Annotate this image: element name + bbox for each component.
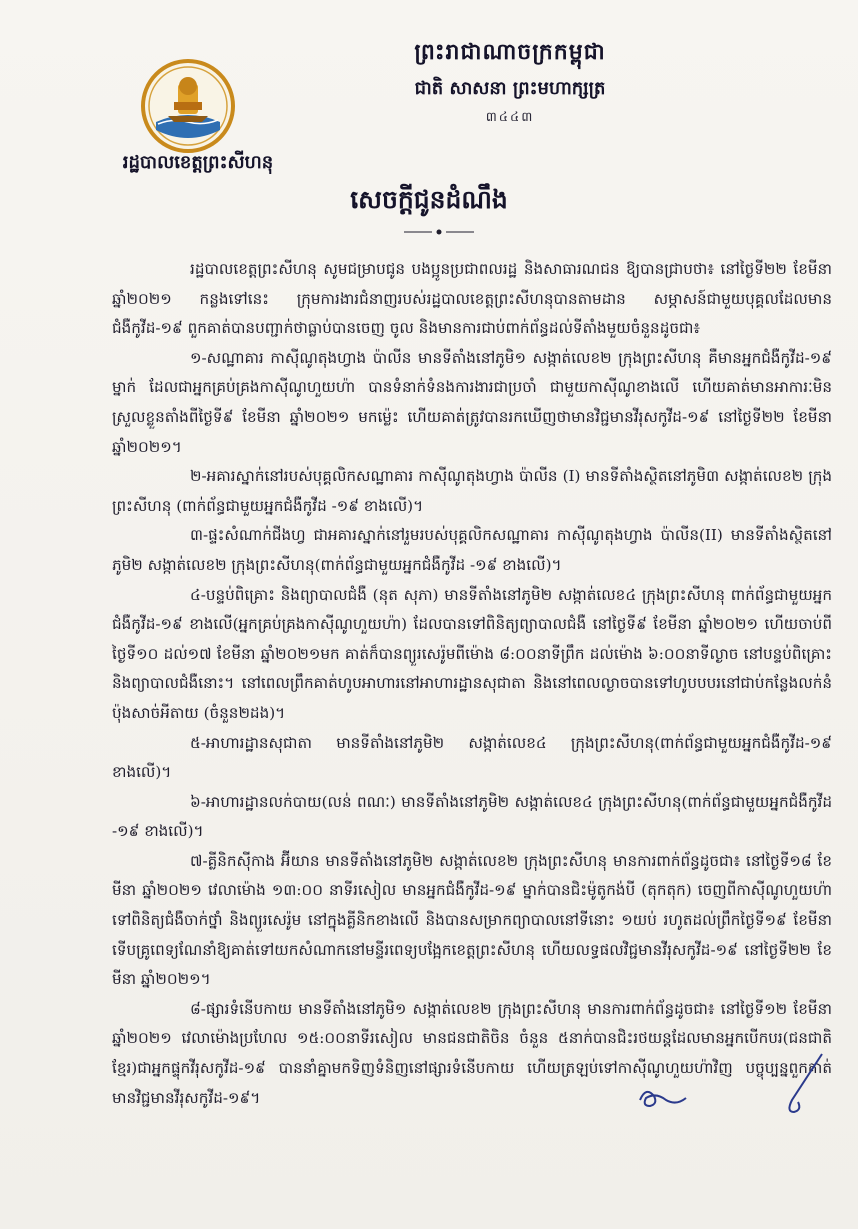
document-title: សេចក្តីជូនដំណឹង — [350, 185, 508, 214]
list-item: ៤-បន្ទប់ពិគ្រោះ និងព្យាបាលជំងឺ (នុត សុភា) មានទីតាំងនៅភូមិ២ សង្កាត់លេខ៤ ក្រុងព្រះសីហនុ ពាក់ព័ន្ធជាមួយអ្នកជំងឺកូវីដ-១៩ ខាងលើ(អ្នកគ្រប់គ្រងកាស៊ីណូហួយហ៉ា) ដែលបានទៅពិនិត្យព្យាបាលជំងឺ នៅថ្ងៃទី៩ ខែមីនា ឆ្នាំ២០២១ ហើយចាប់ពីថ្ងៃទី១០ ដល់១៧ ខែមីនា ឆ្នាំ២០២១មក គាត់ក៏បានព្យួរសេរ៉ូមពីម៉ោង ៨:០០នាទីព្រឹក ដល់ម៉ោង ៦:០០នាទីល្ងាច នៅបន្ទប់ពិគ្រោះ និងព្យាបាលជំងឺនោះ។ នៅពេលព្រឹកគាត់ហូបអាហារនៅអាហារដ្ឋានសុជាតា និងនៅពេលល្ងាចបានទៅហូបបបរនៅជាប់កន្លែងលក់នំប៉ុងសាច់អីតាយ (ចំនួន២ដង)។ — [112, 585, 832, 722]
provincial-seal-logo — [138, 56, 238, 156]
list-item: ៦-អាហារដ្ឋានលក់បាយ(លន់ ពណៈ) មានទីតាំងនៅភូមិ២ សង្កាត់លេខ៤ ក្រុងព្រះសីហនុ(ពាក់ព័ន្ធជាមួយអ្នកជំងឺកូវីដ -១៩ ខាងលើ)។ — [112, 792, 832, 841]
list-item: ៨-ផ្សារទំនើបកាយ មានទីតាំងនៅភូមិ១ សង្កាត់លេខ២ ក្រុងព្រះសីហនុ មានការពាក់ព័ន្ធដូចជា៖ នៅថ្ងៃទី១២ ខែមីនា ឆ្នាំ២០២១ វេលាម៉ោងប្រហែល ១៥:០០នាទីរសៀល មានជនជាតិចិន ចំនួន ៥នាក់បានជិះរថយន្តដែលមានអ្នកបើកបរ(ជនជាតិខ្មែរ)ជាអ្នកផ្ទុកវីរុសកូវីដ-១៩ បាននាំគ្នាមកទិញទំនិញនៅផ្សារទំនើបកាយ ហើយត្រឡប់ទៅកាស៊ីណូហួយហ៉ាវិញ បច្ចុប្បន្នពួកគាត់មានវិជ្ជមានវីរុសកូវីដ-១៩។ — [112, 999, 832, 1107]
list-item: ១-សណ្ឋាគារ កាស៊ីណូតុងហ្វាង ប៉ាលីន មានទីតាំងនៅភូមិ១ សង្កាត់លេខ២ ក្រុងព្រះសីហនុ គឺមានអ្នកជំងឺកូវីដ-១៩ ម្នាក់ ដែលជាអ្នកគ្រប់គ្រងកាស៊ីណូហួយហ៉ា បានទំនាក់ទំនងការងារជាប្រចាំ ជាមួយកាស៊ីណូខាងលើ ហើយគាត់មានអាការៈមិនស្រួលខ្លួនតាំងពីថ្ងៃទី៩ ខែមីនា ឆ្នាំ២០២១ មកម្ល៉េះ ហើយគាត់ត្រូវបានរកឃើញថាមានវិជ្ជមានវីរុសកូវីដ-១៩ នៅថ្ងៃទី២២ ខែមីនា ឆ្នាំ២០២១។ — [112, 348, 832, 456]
handwritten-initial — [632, 1082, 692, 1112]
header-ornament: ៣៤៤៣ — [485, 110, 535, 125]
kingdom-heading: ព្រះរាជាណាចក្រកម្ពុជា — [414, 40, 606, 65]
list-item: ៥-អាហារដ្ឋានសុជាតា មានទីតាំងនៅភូមិ២ សង្កាត់លេខ៤ ក្រុងព្រះសីហនុ(ពាក់ព័ន្ធជាមួយអ្នកជំងឺកូវីដ-១៩ ខាងលើ)។ — [112, 733, 832, 782]
title-divider — [404, 228, 474, 236]
handwritten-mark — [772, 1050, 832, 1120]
list-item: ៣-ផ្ទះសំណាក់ជីងហ្វ ជាអគារស្នាក់នៅរួមរបស់បុគ្គលិកសណ្ឋាគារ កាស៊ីណូតុងហ្វាង ប៉ាលីន(II) មានទីតាំងស្ថិតនៅភូមិ២ សង្កាត់លេខ២ ក្រុងព្រះសីហនុ(ពាក់ព័ន្ធជាមួយអ្នកជំងឺកូវីដ -១៩ ខាងលើ)។ — [112, 526, 832, 574]
intro-paragraph: រដ្ឋបាលខេត្តព្រះសីហនុ សូមជម្រាបជូន បងប្អូនប្រជាពលរដ្ឋ និងសាធារណជន ឱ្យបានជ្រាបថា៖ នៅថ្ងៃទី២២ ខែមីនា ឆ្នាំ២០២១ កន្លងទៅនេះ ក្រុមការងារជំនាញរបស់រដ្ឋបាលខេត្តព្រះសីហនុបានតាមដាន សម្ភាសន៍ជាមួយបុគ្គលដែលមានជំងឺកូវីដ-១៩ ពួកគាត់បានបញ្ជាក់ថាធ្លាប់បានចេញ ចូល និងមានការជាប់ពាក់ព័ន្ធដល់ទីតាំងមួយចំនួនដូចជា៖ — [112, 260, 832, 338]
issuer-name: រដ្ឋបាលខេត្តព្រះសីហនុ — [122, 152, 274, 173]
document-body — [112, 255, 832, 1113]
national-header — [330, 38, 690, 128]
list-item: ៧-គ្លីនិកស៊ីកាង អ៊ីយាន មានទីតាំងនៅភូមិ២ សង្កាត់លេខ២ ក្រុងព្រះសីហនុ មានការពាក់ព័ន្ធដូចជា៖ នៅថ្ងៃទី១៨ ខែមីនា ឆ្នាំ២០២១ វេលាម៉ោង ១៣:០០ នាទីរសៀល មានអ្នកជំងឺកូវីដ-១៩ ម្នាក់បានជិះម៉ូតូកង់បី (តុកតុក) ចេញពីកាស៊ីណូហួយហ៉ា ទៅពិនិត្យជំងឺចាក់ថ្នាំ និងព្យួរសេរ៉ូម នៅក្នុងគ្លីនិកខាងលើ និងបានសម្រាកព្យាបាលនៅទីនោះ ១យប់ រហូតដល់ព្រឹកថ្ងៃទី១៩ ខែមីនា ទើបគ្រូពេទ្យណែនាំឱ្យគាត់ទៅយកសំណាកនៅមន្ទីរពេទ្យបង្អែកខេត្តព្រះសីហនុ ហើយលទ្ធផលវិជ្ជមានវីរុសកូវីដ-១៩ នៅថ្ងៃទី២២ ខែមីនា ឆ្នាំ២០២១។ — [112, 851, 832, 989]
national-motto: ជាតិ សាសនា ព្រះមហាក្សត្រ — [414, 78, 606, 99]
list-item: ២-អគារស្នាក់នៅរបស់បុគ្គលិកសណ្ឋាគារ កាស៊ីណូតុងហ្វាង ប៉ាលីន (I) មានទីតាំងស្ថិតនៅភូមិ៣ សង្កាត់លេខ២ ក្រុងព្រះសីហនុ (ពាក់ព័ន្ធជាមួយអ្នកជំងឺកូវីដ -១៩ ខាងលើ)។ — [112, 467, 832, 515]
